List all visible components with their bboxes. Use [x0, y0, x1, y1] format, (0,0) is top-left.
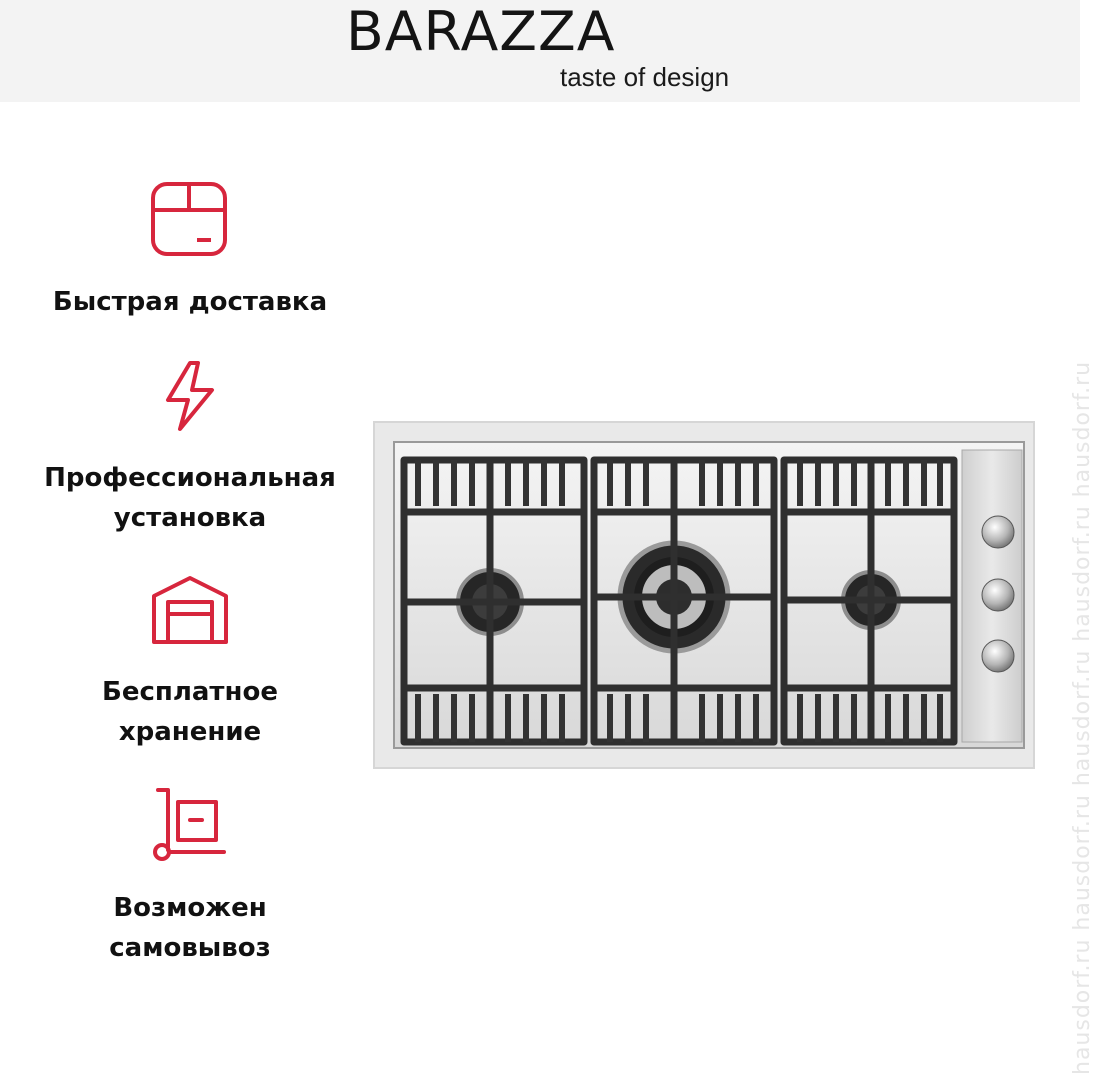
watermark — [1040, 0, 1095, 1080]
feature-label: Быстрая доставка — [52, 287, 328, 317]
header-bar — [0, 0, 1080, 102]
feature-label: Возможен самовывоз — [109, 893, 271, 963]
brand-logo: BARAZZA — [346, 0, 616, 63]
gas-hob-image — [374, 422, 1034, 768]
watermark-text: hausdorf.ru hausdorf.ru hausdorf.ru hausdorf.ru hausdorf.ru — [1070, 360, 1095, 1075]
feature-label: Бесплатное хранение — [102, 677, 278, 747]
feature-fast-delivery — [20, 178, 360, 322]
warehouse-icon — [150, 574, 230, 646]
feature-pickup — [20, 786, 360, 968]
box-icon — [149, 178, 231, 260]
brand-tagline: taste of design — [560, 62, 730, 92]
feature-free-storage — [20, 574, 360, 752]
feature-label: Профессиональная установка — [44, 463, 336, 533]
hand-truck-icon — [150, 786, 230, 866]
lightning-icon — [160, 360, 220, 432]
feature-pro-installation — [20, 360, 360, 538]
